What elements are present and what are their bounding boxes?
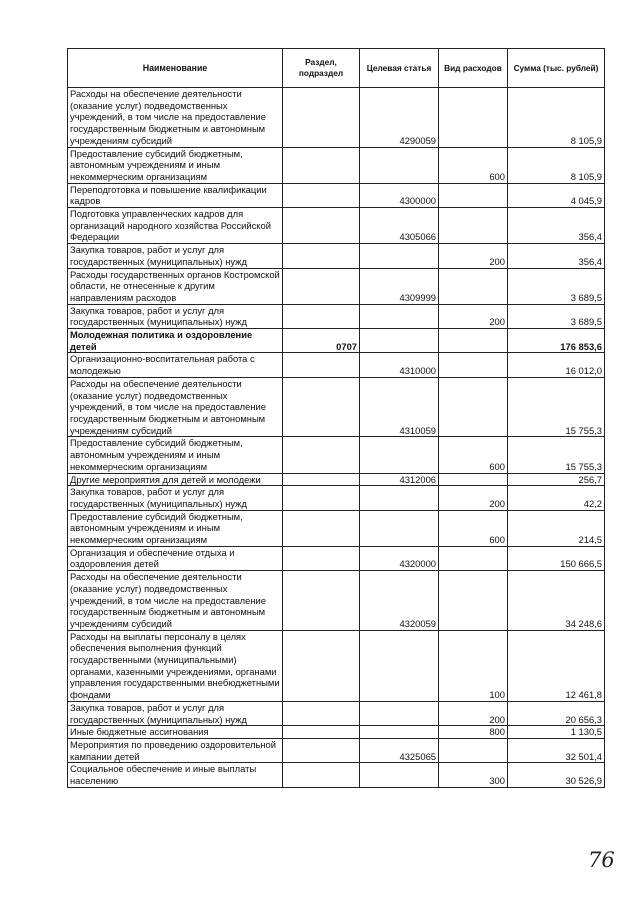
table-row bbox=[68, 486, 605, 510]
table-header-row bbox=[68, 49, 605, 88]
row-sum: 8 105,9 bbox=[508, 88, 605, 148]
row-article bbox=[360, 304, 439, 328]
header-section: Раздел, подраздел bbox=[283, 49, 360, 88]
row-article: 4309999 bbox=[360, 268, 439, 304]
row-sum: 3 689,5 bbox=[508, 268, 605, 304]
row-section bbox=[283, 630, 360, 701]
row-section bbox=[283, 377, 360, 437]
row-section bbox=[283, 726, 360, 739]
row-article bbox=[360, 701, 439, 725]
row-section bbox=[283, 510, 360, 546]
row-vid bbox=[439, 353, 508, 377]
row-sum: 1 130,5 bbox=[508, 726, 605, 739]
row-vid bbox=[439, 268, 508, 304]
row-sum: 42,2 bbox=[508, 486, 605, 510]
row-name: Расходы на выплаты персоналу в целях обеспечения выполнения функций государственными (муниципальными) органами, казенными учреждениями, органами управления государственными внебюджетными фондами bbox=[68, 630, 283, 701]
table-row bbox=[68, 268, 605, 304]
row-vid bbox=[439, 377, 508, 437]
row-vid bbox=[439, 546, 508, 570]
row-vid bbox=[439, 88, 508, 148]
row-name: Иные бюджетные ассигнования bbox=[68, 726, 283, 739]
table-row bbox=[68, 208, 605, 244]
row-name: Переподготовка и повышение квалификации кадров bbox=[68, 183, 283, 207]
row-name: Подготовка управленческих кадров для организаций народного хозяйства Российской Федерации bbox=[68, 208, 283, 244]
row-section bbox=[283, 437, 360, 473]
header-name: Наименование bbox=[68, 49, 283, 88]
row-name: Расходы на обеспечение деятельности (оказание услуг) подведомственных учреждений, в том числе на предоставление государственным бюджетным и автономным учреждениям субсидий bbox=[68, 88, 283, 148]
row-article bbox=[360, 486, 439, 510]
row-section bbox=[283, 244, 360, 268]
row-name: Мероприятия по проведению оздоровительной кампании детей bbox=[68, 738, 283, 762]
row-name: Организация и обеспечение отдыха и оздоровления детей bbox=[68, 546, 283, 570]
row-sum: 356,4 bbox=[508, 244, 605, 268]
row-section: 0707 bbox=[283, 329, 360, 353]
row-sum: 15 755,3 bbox=[508, 437, 605, 473]
row-article: 4320059 bbox=[360, 571, 439, 631]
header-vid: Вид расходов bbox=[439, 49, 508, 88]
row-section bbox=[283, 304, 360, 328]
table-row bbox=[68, 88, 605, 148]
row-vid: 300 bbox=[439, 763, 508, 787]
table-row bbox=[68, 510, 605, 546]
row-article: 4310000 bbox=[360, 353, 439, 377]
row-name: Другие мероприятия для детей и молодежи bbox=[68, 473, 283, 486]
row-name: Расходы на обеспечение деятельности (оказание услуг) подведомственных учреждений, в том числе на предоставление государственным бюджетным и автономным учреждениям субсидий bbox=[68, 377, 283, 437]
table-row bbox=[68, 763, 605, 787]
row-article: 4320000 bbox=[360, 546, 439, 570]
row-vid bbox=[439, 208, 508, 244]
row-sum: 256,7 bbox=[508, 473, 605, 486]
row-vid bbox=[439, 473, 508, 486]
table-row bbox=[68, 304, 605, 328]
row-section bbox=[283, 546, 360, 570]
row-name: Закупка товаров, работ и услуг для государственных (муниципальных) нужд bbox=[68, 304, 283, 328]
row-vid bbox=[439, 183, 508, 207]
table-row bbox=[68, 726, 605, 739]
row-section bbox=[283, 88, 360, 148]
table-row bbox=[68, 329, 605, 353]
row-vid: 200 bbox=[439, 701, 508, 725]
table-body bbox=[68, 88, 605, 788]
row-article: 4305066 bbox=[360, 208, 439, 244]
row-sum: 176 853,6 bbox=[508, 329, 605, 353]
row-section bbox=[283, 571, 360, 631]
row-article: 4310059 bbox=[360, 377, 439, 437]
row-article bbox=[360, 437, 439, 473]
row-name: Расходы государственных органов Костромской области, не отнесенные к другим направлениям расходов bbox=[68, 268, 283, 304]
row-name: Закупка товаров, работ и услуг для государственных (муниципальных) нужд bbox=[68, 244, 283, 268]
row-sum: 4 045,9 bbox=[508, 183, 605, 207]
row-article bbox=[360, 147, 439, 183]
row-sum: 15 755,3 bbox=[508, 377, 605, 437]
row-name: Закупка товаров, работ и услуг для государственных (муниципальных) нужд bbox=[68, 701, 283, 725]
row-sum: 12 461,8 bbox=[508, 630, 605, 701]
row-section bbox=[283, 147, 360, 183]
row-sum: 8 105,9 bbox=[508, 147, 605, 183]
row-section bbox=[283, 738, 360, 762]
row-name: Расходы на обеспечение деятельности (оказание услуг) подведомственных учреждений, в том числе на предоставление государственным бюджетным и автономным учреждениям субсидий bbox=[68, 571, 283, 631]
row-name: Предоставление субсидий бюджетным, автономным учреждениям и иным некоммерческим организациям bbox=[68, 147, 283, 183]
table-row bbox=[68, 738, 605, 762]
row-section bbox=[283, 763, 360, 787]
table-row bbox=[68, 183, 605, 207]
row-vid: 200 bbox=[439, 304, 508, 328]
table-row bbox=[68, 473, 605, 486]
row-vid: 100 bbox=[439, 630, 508, 701]
row-section bbox=[283, 268, 360, 304]
row-vid: 200 bbox=[439, 244, 508, 268]
table-row bbox=[68, 546, 605, 570]
row-sum: 214,5 bbox=[508, 510, 605, 546]
row-vid: 600 bbox=[439, 510, 508, 546]
table-row bbox=[68, 437, 605, 473]
row-name: Организационно-воспитательная работа с молодежью bbox=[68, 353, 283, 377]
row-article bbox=[360, 244, 439, 268]
table-row bbox=[68, 353, 605, 377]
header-article: Целевая статья bbox=[360, 49, 439, 88]
row-vid: 200 bbox=[439, 486, 508, 510]
row-article: 4300000 bbox=[360, 183, 439, 207]
row-vid: 600 bbox=[439, 147, 508, 183]
page-number: 76 bbox=[588, 848, 615, 872]
row-section bbox=[283, 183, 360, 207]
row-name: Предоставление субсидий бюджетным, автономным учреждениям и иным некоммерческим организациям bbox=[68, 437, 283, 473]
row-name: Социальное обеспечение и иные выплаты населению bbox=[68, 763, 283, 787]
row-vid: 600 bbox=[439, 437, 508, 473]
row-sum: 356,4 bbox=[508, 208, 605, 244]
row-section bbox=[283, 486, 360, 510]
row-sum: 3 689,5 bbox=[508, 304, 605, 328]
row-section bbox=[283, 353, 360, 377]
row-vid: 800 bbox=[439, 726, 508, 739]
row-name: Закупка товаров, работ и услуг для государственных (муниципальных) нужд bbox=[68, 486, 283, 510]
table-row bbox=[68, 630, 605, 701]
row-vid bbox=[439, 738, 508, 762]
row-article bbox=[360, 329, 439, 353]
row-article: 4325065 bbox=[360, 738, 439, 762]
row-vid bbox=[439, 329, 508, 353]
row-sum: 30 526,9 bbox=[508, 763, 605, 787]
row-article bbox=[360, 726, 439, 739]
row-name: Молодежная политика и оздоровление детей bbox=[68, 329, 283, 353]
row-article bbox=[360, 630, 439, 701]
row-section bbox=[283, 473, 360, 486]
row-article: 4312006 bbox=[360, 473, 439, 486]
row-sum: 16 012,0 bbox=[508, 353, 605, 377]
table-row bbox=[68, 701, 605, 725]
row-article: 4290059 bbox=[360, 88, 439, 148]
table-row bbox=[68, 147, 605, 183]
table-row bbox=[68, 571, 605, 631]
row-vid bbox=[439, 571, 508, 631]
row-sum: 34 248,6 bbox=[508, 571, 605, 631]
row-sum: 150 666,5 bbox=[508, 546, 605, 570]
row-section bbox=[283, 208, 360, 244]
header-sum: Сумма (тыс. рублей) bbox=[508, 49, 605, 88]
row-article bbox=[360, 510, 439, 546]
budget-table bbox=[67, 48, 605, 788]
table-row bbox=[68, 377, 605, 437]
row-section bbox=[283, 701, 360, 725]
row-sum: 32 501,4 bbox=[508, 738, 605, 762]
row-name: Предоставление субсидий бюджетным, автономным учреждениям и иным некоммерческим организациям bbox=[68, 510, 283, 546]
row-article bbox=[360, 763, 439, 787]
table-row bbox=[68, 244, 605, 268]
row-sum: 20 656,3 bbox=[508, 701, 605, 725]
